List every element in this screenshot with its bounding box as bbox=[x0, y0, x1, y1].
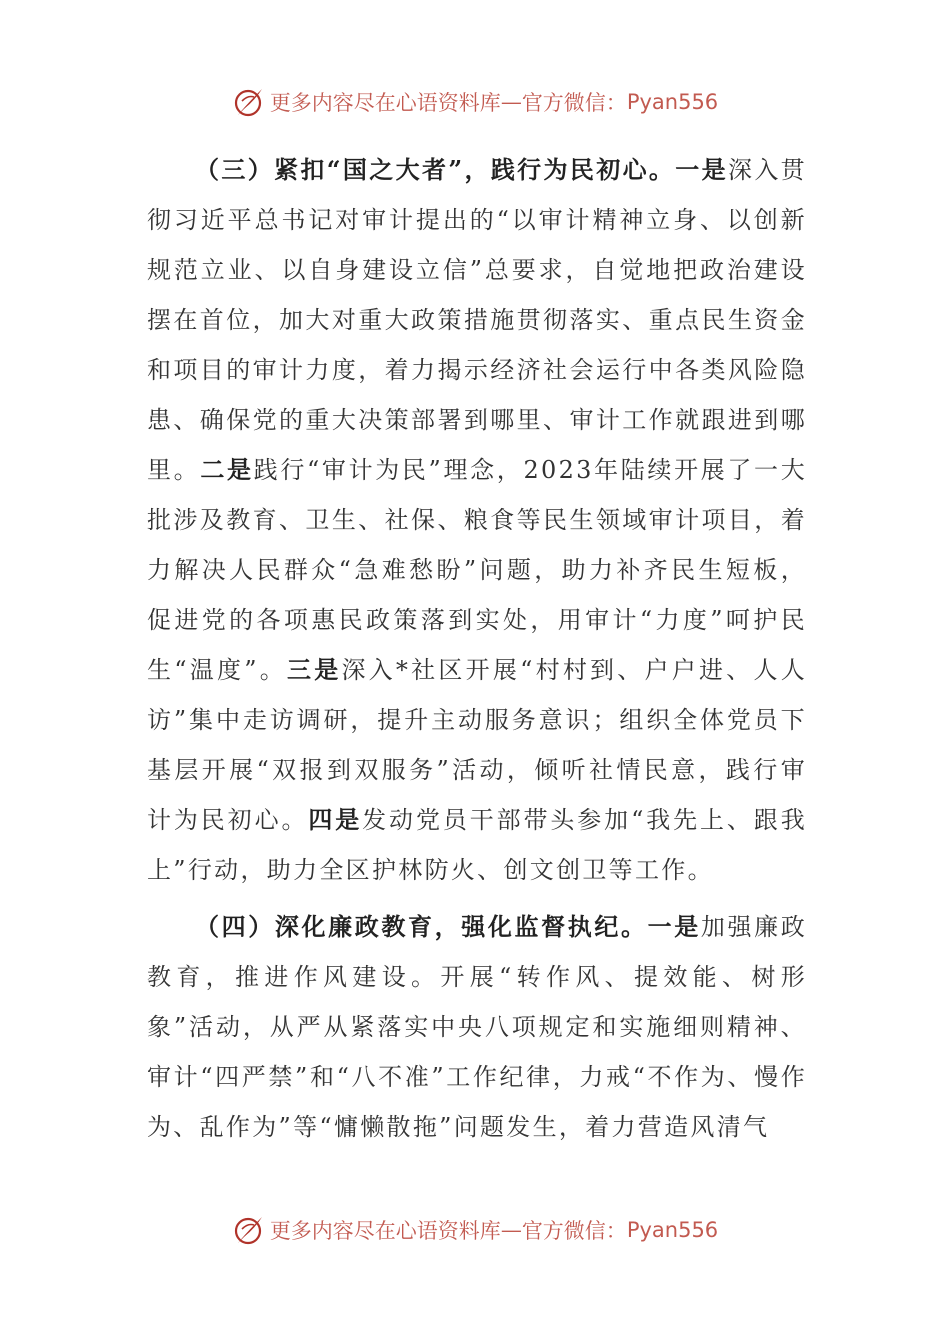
wechat-label: 官方微信： bbox=[521, 1219, 627, 1243]
point-label: 二是 bbox=[200, 455, 254, 484]
point-text: 深入*社区开展“村村到、户户进、人人访”集中走访调研，提升主动服务意识；组织全体党员下基层开展“双报到双服务”活动，倾听社情民意，践行审计为民初心。 bbox=[147, 656, 808, 834]
point-text: 加强廉政教育，推进作风建设。开展“转作风、提效能、树形象”活动，从严从紧落实中央八项规定和实施细则精神、审计“四严禁”和“八不准”工作纪律，力戒“不作为、慢作为、乱作为”等“慵懒散拖”问题发生，着力营造风清气 bbox=[147, 913, 807, 1141]
wechat-label: 官方微信： bbox=[521, 91, 627, 115]
library-text: 更多内容尽在心语资料库 bbox=[269, 91, 501, 115]
section-3-heading: （三）紧扣“国之大者”，践行为民初心。 bbox=[195, 155, 676, 184]
point-text: 践行“审计为民”理念，2023年陆续开展了一大批涉及教育、卫生、社保、粮食等民生领域审计项目，着力解决人民群众“急难愁盼”问题，助力补齐民生短板，促进党的各项惠民政策落到实处，用审计“力度”呵护民生“温度”。 bbox=[147, 456, 807, 684]
section-4-heading: （四）深化廉政教育，强化监督执纪。 bbox=[195, 912, 648, 941]
point-text: 深入贯彻习近平总书记对审计提出的“以审计精神立身、以创新规范立业、以自身建设立信”总要求，自觉地把政治建设摆在首位，加大对重大政策措施贯彻落实、重点民生资金和项目的审计力度，着力揭示经济社会运行中各类风险隐患、确保党的重大决策部署到哪里、审计工作就跟进到哪里。 bbox=[147, 156, 807, 484]
point-label: 一是 bbox=[647, 912, 701, 941]
banner-dash: — bbox=[500, 1218, 522, 1242]
quill-logo-icon bbox=[232, 1213, 266, 1247]
document-body bbox=[147, 145, 807, 1152]
quill-logo-icon bbox=[232, 85, 266, 119]
banner-dash: — bbox=[500, 90, 522, 114]
header-banner bbox=[0, 82, 950, 122]
wechat-id: Pyan556 bbox=[626, 1218, 719, 1242]
point-text: 发动党员干部带头参加“我先上、跟我上”行动，助力全区护林防火、创文创卫等工作。 bbox=[147, 806, 807, 884]
point-label: 三是 bbox=[286, 655, 342, 684]
section-4-paragraph bbox=[147, 902, 807, 1152]
point-label: 一是 bbox=[675, 155, 728, 184]
section-3-paragraph bbox=[147, 145, 807, 895]
point-label: 四是 bbox=[308, 805, 363, 834]
library-text: 更多内容尽在心语资料库 bbox=[269, 1219, 501, 1243]
footer-banner bbox=[0, 1210, 950, 1250]
wechat-id: Pyan556 bbox=[626, 90, 719, 114]
